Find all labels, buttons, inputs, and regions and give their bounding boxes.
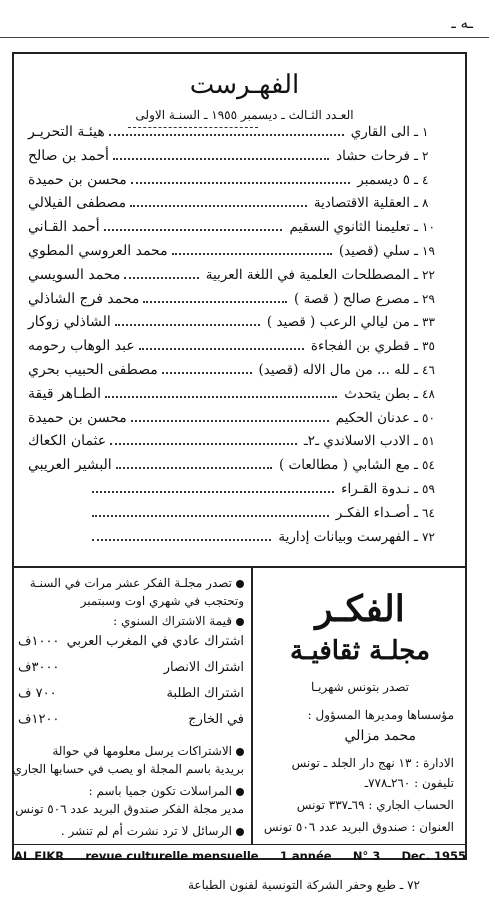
toc-leader-dots (115, 323, 260, 326)
toc-leader-dots (110, 442, 297, 445)
correspondence-note-cont: مدير مجلة الفكر صندوق البريد عدد ٥٠٦ تونس (15, 802, 244, 816)
toc-item-author: أحمد بن صالح (28, 147, 109, 164)
toc-item-author: محمد السويسي (28, 266, 121, 283)
toc-item-author: أحمد القـاني (28, 219, 100, 236)
toc-page-number: ٤ (422, 172, 429, 187)
toc-dash: ـ (414, 171, 418, 188)
address-line: الادارة : ١٣ نهج دار الجلد ـ تونس (291, 756, 454, 770)
bullet-icon (236, 788, 244, 796)
toc-item-author: محمد العروسي المطوي (28, 242, 168, 259)
toc-dash: ـ (414, 433, 418, 450)
footer-date: Dec. 1955 (401, 849, 466, 863)
correspondence-note (89, 784, 244, 798)
price-row (18, 634, 244, 649)
price-label: اشتراك عادي في المغرب العربي (66, 634, 244, 649)
toc-row (28, 481, 456, 505)
toc-row (28, 529, 456, 553)
toc-item-title: الفهرست وبيانات إدارية (278, 528, 410, 545)
toc-page-number: ٥١ (422, 434, 435, 449)
toc-leader-dots (105, 395, 337, 398)
account-line: الحساب الجاري : ٦٩ـ٣٣٧ تونس (296, 798, 454, 812)
toc-leader-dots (92, 490, 334, 493)
toc-row (28, 410, 456, 434)
toc-page-number: ٢ (422, 148, 429, 163)
issue-note-cont: وتحتجب في شهري اوت وسبتمبر (80, 594, 244, 608)
toc-dash: ـ (414, 195, 418, 212)
toc-item-title: ٥ ديسمبر (357, 171, 410, 188)
toc-row (28, 433, 456, 457)
toc-dash: ـ (414, 147, 418, 164)
payment-note-text: الاشتراكات يرسل معلومها في حوالة (52, 744, 232, 758)
toc-title: الفهـرست (189, 70, 300, 100)
toc-leader-dots (172, 252, 332, 255)
toc-row (28, 457, 456, 481)
toc-dash: ـ (414, 266, 418, 283)
subscription-label (113, 614, 244, 628)
toc-item-author: هيئـة التحريـر (28, 124, 105, 140)
toc-row (28, 505, 456, 529)
toc-item-title: سلي (قصيد) (338, 242, 410, 259)
toc-page-number: ٨ (422, 196, 429, 211)
toc-dash: ـ (414, 504, 418, 521)
toc-item-author: مصطفى الفيلالي (28, 195, 127, 212)
toc-page-number: ٢٢ (422, 267, 435, 282)
toc-page-number: ٤٦ (422, 362, 435, 377)
phone-line: تليفون : ٢٦٠ـ٧٧٨ـ (364, 776, 454, 790)
toc-row (28, 195, 456, 219)
toc-leader-dots (113, 157, 329, 160)
table-of-contents (28, 124, 456, 552)
toc-page-number: ٦٤ (422, 505, 435, 520)
founder-name: محمد مزالي (344, 728, 416, 744)
toc-row (28, 338, 456, 362)
toc-item-title: عدنان الحكيم (335, 409, 410, 426)
price-row (18, 660, 244, 675)
toc-leader-dots (92, 538, 271, 541)
toc-item-title: المصطلحات العلمية في اللغة العربية (205, 266, 410, 283)
subscription-label-text: قيمة الاشتراك السنوي : (113, 614, 232, 628)
footer-name: AL FIKR (14, 849, 65, 863)
toc-item-author: عثمان الكعاك (28, 433, 107, 450)
toc-item-title: تعليمنا الثانوي السقيم (289, 219, 410, 236)
price-value: ١٠٠٠ف (18, 634, 60, 649)
toc-leader-dots (131, 419, 329, 422)
toc-page-number: ٢٩ (422, 291, 435, 306)
column-divider (251, 567, 253, 845)
toc-item-author: الشاذلي زوكار (28, 314, 111, 331)
bottom-text: ٧٢ ـ طبع وحفر الشركة التونسية لفنون الطباعة (187, 878, 420, 892)
toc-dash: ـ (414, 361, 418, 378)
bullet-icon (236, 828, 244, 836)
toc-leader-dots (131, 181, 351, 184)
price-value: ١٢٠٠ف (18, 712, 60, 727)
toc-leader-dots (109, 133, 344, 136)
letters-note (61, 824, 244, 838)
correspondence-note-text: المراسلات تكون جميا باسم : (88, 784, 232, 798)
footer-description: revue culturelle mensuelle (85, 849, 259, 863)
toc-leader-dots (124, 276, 198, 279)
toc-page-number: ١٩ (422, 243, 435, 258)
toc-item-title: بطن يتحدث (344, 385, 410, 402)
magazine-subtitle: مجلـة ثقافيـة (289, 636, 431, 666)
toc-dash: ـ (414, 338, 418, 355)
issue-note (30, 576, 244, 590)
top-rule (0, 37, 489, 38)
toc-row (28, 243, 456, 267)
toc-row (28, 124, 456, 148)
toc-dash: ـ (414, 314, 418, 331)
magazine-logo: الفكـر (315, 588, 405, 630)
toc-row (28, 219, 456, 243)
toc-page-number: ٥٠ (422, 410, 435, 425)
toc-dash: ـ (414, 480, 418, 497)
footer (14, 849, 466, 863)
toc-leader-dots (162, 371, 252, 374)
price-row (18, 712, 244, 727)
toc-item-author: عبد الوهاب رحومه (28, 338, 135, 355)
bullet-icon (236, 580, 244, 588)
bullet-icon (236, 618, 244, 626)
toc-dash: ـ (414, 409, 418, 426)
toc-dash: ـ (414, 528, 418, 545)
toc-page-number: ١٠ (422, 220, 435, 235)
price-label: اشتراك الطلبة (166, 686, 244, 701)
payment-note (52, 744, 244, 758)
toc-page-number: ٣٣ (422, 315, 435, 330)
top-scribble: ـه ـ (451, 14, 473, 32)
footer-rule (12, 844, 467, 845)
letters-note-text: الرسائل لا ترد نشرت أم لم تنشر . (60, 824, 232, 838)
toc-dash: ـ (414, 124, 418, 140)
toc-item-title: من ليالي الرعب ( قصيد ) (266, 314, 410, 331)
toc-dash: ـ (414, 242, 418, 259)
toc-page-number: ٥٤ (422, 458, 435, 473)
toc-item-author: محمد فرج الشاذلي (28, 290, 140, 307)
toc-item-title: فرحات حشاد (336, 147, 410, 164)
toc-dash: ـ (414, 385, 418, 402)
toc-item-author: الطـاهر قيقة (28, 385, 102, 402)
toc-item-title: قطري بن الفجاءة (310, 338, 410, 355)
toc-row (28, 314, 456, 338)
toc-leader-dots (116, 466, 272, 469)
price-value: ٧٠٠ ف (18, 686, 57, 701)
toc-leader-dots (130, 204, 307, 207)
toc-item-title: العقلية الاقتصادية (313, 195, 410, 212)
toc-row (28, 362, 456, 386)
toc-page-number: ١ (422, 125, 429, 139)
issue-note-text: تصدر مجلـة الفكر عشر مرات في السنـة (29, 576, 232, 590)
toc-dash: ـ (414, 290, 418, 307)
toc-item-title: الادب الاسلاندي ـ٢ـ (303, 433, 410, 450)
toc-row (28, 148, 456, 172)
price-label: في الخارج (188, 712, 244, 727)
bullet-icon (236, 748, 244, 756)
footer-year: 1 année (279, 849, 332, 863)
toc-dash: ـ (414, 219, 418, 236)
toc-item-title: أصـداء الفكـر (335, 504, 410, 521)
toc-item-title: نـدوة القـراء (341, 480, 410, 497)
toc-subtitle: العـدد الثـالث ـ ديسمبر ١٩٥٥ ـ السنـة الاولى (135, 108, 354, 122)
toc-row (28, 172, 456, 196)
toc-item-author: البشير العريبي (28, 457, 112, 474)
toc-item-author: محسن بن حميدة (28, 409, 127, 426)
founders-label: مؤسساها ومديرها المسؤول : (307, 708, 454, 722)
price-label: اشتراك الانصار (163, 660, 244, 675)
toc-item-title: مع الشابي ( مطالعات ) (278, 457, 410, 474)
price-row (18, 686, 244, 701)
toc-row (28, 386, 456, 410)
toc-leader-dots (92, 514, 329, 517)
toc-leader-dots (143, 300, 287, 303)
payment-note-cont: بريدية باسم المجلة او يصب في حسابها الجاري (12, 762, 244, 776)
toc-item-author: مصطفى الحبيب بحري (28, 361, 158, 378)
postbox-line: العنوان : صندوق البريد عدد ٥٠٦ تونس (263, 820, 454, 834)
toc-page-number: ٥٩ (422, 481, 435, 496)
toc-leader-dots (139, 347, 304, 350)
toc-item-title: لله ... من مال الاله (قصيد) (258, 361, 410, 378)
toc-dash: ـ (414, 457, 418, 474)
toc-page-number: ٣٥ (422, 339, 435, 354)
toc-item-author: محسن بن حميدة (28, 171, 127, 188)
magazine-frequency: تصدر بتونس شهريـا (311, 680, 409, 694)
toc-row (28, 267, 456, 291)
toc-row (28, 291, 456, 315)
magazine-box (254, 568, 466, 844)
toc-page-number: ٤٨ (422, 386, 435, 401)
footer-number: N° 3 (352, 849, 381, 863)
toc-leader-dots (104, 228, 283, 231)
toc-item-title: مصرع صالح ( قصة ) (294, 290, 410, 307)
toc-item-title: الى القاري (350, 124, 410, 140)
notes-box (14, 568, 250, 844)
toc-page-number: ٧٢ (422, 529, 435, 544)
price-value: ٣٠٠٠ف (18, 660, 60, 675)
